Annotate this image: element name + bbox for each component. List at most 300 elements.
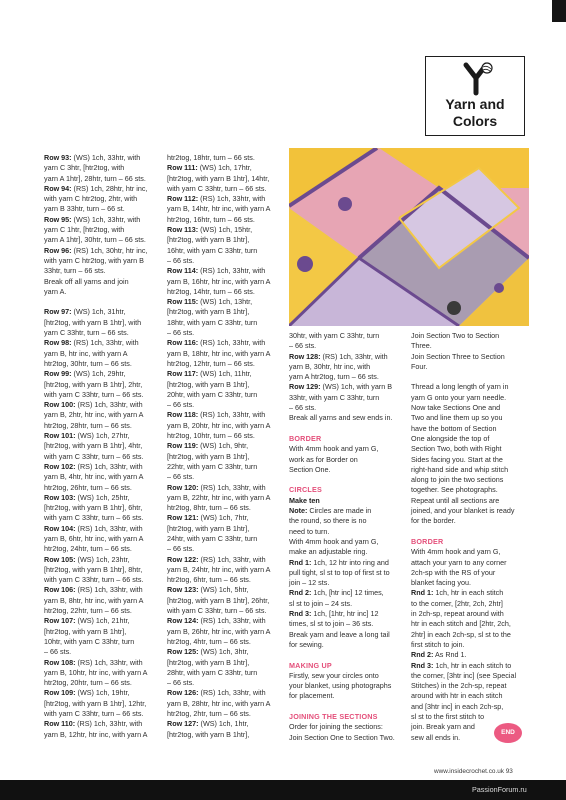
row-label: Row 98: (44, 338, 72, 348)
paragraph-gap (289, 650, 395, 660)
line-text: (RS) 1ch, 33htr, with (198, 410, 266, 420)
line-text: sl st to the first stitch to (411, 711, 485, 721)
line-text: htr2tog, 16htr, turn – 66 sts. (167, 214, 255, 224)
text-line (167, 688, 270, 698)
text-line (411, 434, 516, 444)
line-text: (WS) 1ch, 3htr, (198, 647, 249, 657)
line-text: – 66 sts. (167, 255, 195, 265)
line-text: work as for Border on (289, 454, 358, 464)
line-text: with yarn C htr2tog, 2htr, with (44, 194, 138, 204)
paragraph-gap (411, 527, 516, 537)
line-text: yarn A 1htr], 28htr, turn – 66 sts. (44, 173, 146, 183)
text-line (167, 544, 270, 554)
text-line (411, 671, 516, 681)
text-line (44, 647, 147, 657)
text-line (44, 678, 147, 688)
text-line (44, 174, 147, 184)
yarn-and-colors-badge (425, 56, 525, 136)
line-text: (RS) 1ch, 33htr, with (198, 688, 266, 698)
line-text: first stitch to join. (411, 639, 465, 649)
text-line (167, 184, 270, 194)
row-label: Row 116: (167, 338, 199, 348)
line-text: with yarn C htr2tog, with yarn B (44, 255, 144, 265)
line-text: htr2tog, 26htr, turn – 66 sts. (44, 482, 132, 492)
text-line (44, 287, 147, 297)
text-line (289, 372, 395, 382)
line-text: 1ch, [htr inc] 12 times, (311, 588, 384, 598)
text-line (411, 640, 516, 650)
line-text: 24htr, with yarn C 33htr, turn (167, 533, 258, 543)
text-line (411, 599, 516, 609)
line-text: yarn B, 4htr, htr inc, with yarn A (44, 472, 144, 482)
line-text: 33htr, with yarn C 33htr, turn (289, 392, 380, 402)
line-text: Two and line them up so you (411, 413, 503, 423)
row-label: Row 111: (167, 163, 198, 173)
text-line (44, 349, 147, 359)
line-text: (WS) 1ch, 23htr, (75, 554, 130, 564)
text-line (167, 555, 270, 565)
text-line (289, 413, 395, 423)
text-line (44, 472, 147, 482)
text-line (44, 658, 147, 668)
line-text: Order for joining the sections: (289, 722, 383, 732)
line-text: [htr2tog, with yarn B 1htr], 14htr, (167, 173, 270, 183)
text-line (411, 588, 516, 598)
row-label: Row 113: (167, 225, 199, 235)
line-text: yarn B, 26htr, htr inc, with yarn A (167, 626, 271, 636)
line-text: for the border. (411, 516, 456, 526)
line-text: and [3htr inc] in each 2ch-sp, (411, 701, 504, 711)
text-line (44, 483, 147, 493)
text-line (44, 153, 147, 163)
text-line (167, 513, 270, 523)
line-text: htr2tog, 10htr, turn – 66 sts. (167, 431, 255, 441)
text-line (167, 390, 270, 400)
text-line (44, 668, 147, 678)
text-line (289, 681, 395, 691)
line-text: htr in each stitch and [2htr, 2ch, (411, 619, 511, 629)
line-text: 30htr, with yarn C 33htr, turn (289, 331, 380, 340)
row-label: Row 96: (44, 245, 72, 255)
text-line (44, 452, 147, 462)
line-text: (RS) 1ch, 33htr, with (75, 719, 143, 729)
line-text: – 66 sts. (289, 403, 317, 413)
text-line (44, 575, 147, 585)
line-text: Join Section Three to Section (411, 351, 505, 361)
text-line (289, 382, 395, 392)
line-text: [htr2tog, with yarn B 1htr], (167, 451, 250, 461)
watermark: PassionForum.ru (472, 785, 527, 794)
text-line (44, 410, 147, 420)
text-line (411, 424, 516, 434)
line-text: Section Two, both with Right (411, 444, 502, 454)
line-text: sl st to join – 24 sts. (289, 598, 353, 608)
line-text: together. See photographs. (411, 485, 498, 495)
line-text: (WS) 1ch, 31htr, (71, 307, 126, 317)
text-line (44, 565, 147, 575)
text-column-2 (167, 153, 270, 740)
text-line (167, 637, 270, 647)
text-line (289, 588, 395, 598)
text-line (411, 691, 516, 701)
row-label: Row 126: (167, 688, 199, 698)
text-line (167, 431, 270, 441)
row-label: Rnd 3: (411, 660, 434, 670)
line-text: – 66 sts. (167, 678, 195, 688)
line-text: htr2tog, 24htr, turn – 66 sts. (44, 544, 132, 554)
line-text: [htr2tog, with yarn B 1htr], (167, 657, 250, 667)
row-label: Row 121: (167, 513, 199, 523)
text-line (411, 331, 516, 341)
line-text: As Rnd 1. (433, 650, 467, 660)
row-label: Note: (289, 506, 308, 516)
line-text: With 4mm hook and yarn G, (411, 547, 501, 557)
line-text: – 66 sts. (289, 341, 317, 351)
text-line (289, 465, 395, 475)
text-line (167, 380, 270, 390)
line-text: (WS) 1ch, with yarn B (320, 382, 393, 392)
line-text: htr2tog, 8htr, turn – 66 sts. (167, 503, 251, 513)
text-line (411, 619, 516, 629)
paragraph-gap (289, 424, 395, 434)
row-label: Row 112: (167, 194, 199, 204)
line-text: with yarn C 33htr, turn – 66 sts. (44, 389, 144, 399)
line-text: yarn A htr2tog, turn – 66 sts. (289, 372, 379, 382)
text-line (167, 174, 270, 184)
row-label: Rnd 1: (411, 588, 434, 598)
text-line (167, 699, 270, 709)
end-badge: END (494, 723, 522, 743)
text-line (289, 516, 395, 526)
line-text: Circles are made in (307, 506, 372, 516)
text-line (289, 691, 395, 701)
line-text: (WS) 1ch, 9htr, (198, 441, 249, 451)
line-text: htr2tog, 20htr, turn – 66 sts. (44, 678, 132, 688)
line-text: htr2tog, 2htr, turn – 66 sts. (167, 709, 251, 719)
line-text: [htr2tog, with yarn B 1htr], with (44, 317, 142, 327)
text-line (167, 400, 270, 410)
text-line (167, 730, 270, 740)
text-line (44, 338, 147, 348)
paragraph-gap (289, 475, 395, 485)
text-line (44, 462, 147, 472)
text-line (411, 485, 516, 495)
text-line (44, 204, 147, 214)
line-text: [htr2tog, with yarn B 1htr], 8htr, (44, 564, 143, 574)
text-line (167, 307, 270, 317)
text-line (289, 547, 395, 557)
text-line (167, 369, 270, 379)
line-text: (WS) 1ch, 17htr, (197, 163, 252, 173)
text-line (167, 658, 270, 668)
text-line (167, 215, 270, 225)
line-text: yarn B, 16htr, htr inc, with yarn A (167, 276, 271, 286)
text-line (289, 733, 395, 743)
line-text: (WS) 1ch, 29htr, (71, 369, 126, 379)
line-text: times, sl st to join – 36 sts. (289, 619, 374, 629)
line-text: (WS) 1ch, 27htr, (75, 431, 130, 441)
text-line (44, 277, 147, 287)
line-text: [htr2tog, with yarn B 1htr], 4htr, (44, 441, 143, 451)
line-text: htr2tog, 12htr, turn – 66 sts. (167, 358, 255, 368)
line-text: Break all yarns and sew ends in. (289, 413, 393, 423)
row-label: Row 97: (44, 307, 72, 317)
line-text: around with htr in each stitch (411, 691, 503, 701)
text-line (44, 235, 147, 245)
row-label: Row 110: (44, 719, 76, 729)
text-line (167, 163, 270, 173)
yarn-y-icon (458, 61, 494, 97)
text-line (44, 513, 147, 523)
text-line (289, 619, 395, 629)
text-line (167, 359, 270, 369)
text-line (411, 578, 516, 588)
text-line (167, 606, 270, 616)
text-column-4 (411, 331, 516, 743)
text-line (289, 671, 395, 681)
text-line (44, 627, 147, 637)
text-line (411, 413, 516, 423)
row-label: Row 102: (44, 461, 76, 471)
line-text: [htr2tog, with yarn B 1htr], (167, 379, 250, 389)
line-text: Join Section One to Section Two. (289, 732, 395, 742)
line-text: yarn B, 10htr, htr inc, with yarn A (44, 667, 148, 677)
row-label: Row 119: (167, 441, 199, 451)
text-line (44, 359, 147, 369)
text-line (167, 524, 270, 534)
line-text: yarn B, 6htr, htr inc, with yarn A (44, 533, 144, 543)
line-text: attach your yarn to any corner (411, 557, 507, 567)
line-text: (RS) 1ch, 33htr, with (198, 554, 266, 564)
text-line (167, 235, 270, 245)
line-text: – 66 sts. (167, 400, 195, 410)
text-line (44, 184, 147, 194)
text-line (289, 506, 395, 516)
text-line (411, 506, 516, 516)
line-text: 1ch, htr in each stitch (433, 588, 504, 598)
text-line (289, 578, 395, 588)
line-text: yarn B, 28htr, htr inc, with yarn A (167, 698, 271, 708)
line-text: (RS) 1ch, 33htr, with (71, 338, 139, 348)
section-heading: BORDER (289, 433, 322, 443)
text-line (44, 421, 147, 431)
line-text: 22htr, with yarn C 33htr, turn (167, 461, 258, 471)
text-line (289, 558, 395, 568)
text-line (411, 558, 516, 568)
text-line (289, 455, 395, 465)
line-text: along to join the two sections (411, 475, 504, 485)
text-line (411, 609, 516, 619)
line-text: the corner, [3htr inc] (see Special (411, 670, 517, 680)
line-text: join – 12 sts. (289, 578, 330, 588)
text-line (44, 380, 147, 390)
text-line (167, 246, 270, 256)
line-text: 2ch-sp with the RS of your (411, 567, 496, 577)
text-line (411, 496, 516, 506)
row-label: Rnd 2: (289, 588, 312, 598)
row-label: Row 106: (44, 585, 76, 595)
line-text: Three. (411, 341, 432, 351)
line-text: (WS) 1ch, 25htr, (75, 492, 130, 502)
line-text: [htr2tog, with yarn B 1htr], 6htr, (44, 503, 143, 513)
text-line (167, 719, 270, 729)
text-line (167, 225, 270, 235)
text-line (44, 266, 147, 276)
text-line (167, 338, 270, 348)
line-text: (WS) 1ch, 19htr, (75, 688, 130, 698)
line-text: With 4mm hook and yarn G, (289, 444, 379, 454)
line-text: yarn B, 18htr, htr inc, with yarn A (167, 348, 271, 358)
text-line (167, 452, 270, 462)
text-line (44, 163, 147, 173)
line-text: have the bottom of Section (411, 423, 497, 433)
text-line (411, 568, 516, 578)
text-line (167, 349, 270, 359)
line-text: (RS) 1ch, 33htr, with (320, 351, 388, 361)
row-label: Row 115: (167, 297, 199, 307)
line-text: 10htr, with yarn C 33htr, turn (44, 636, 135, 646)
text-line (167, 483, 270, 493)
text-line (289, 599, 395, 609)
text-line (167, 534, 270, 544)
badge-title-line1: Yarn and (445, 96, 505, 112)
text-line (411, 650, 516, 660)
text-line (411, 444, 516, 454)
text-line (44, 616, 147, 626)
page-edge-tab (552, 0, 566, 22)
text-line (167, 647, 270, 657)
row-label: Row 99: (44, 369, 72, 379)
text-line (411, 341, 516, 351)
line-text: yarn C 33htr, turn – 66 sts. (44, 328, 129, 338)
paragraph-gap (44, 297, 147, 307)
text-line (167, 709, 270, 719)
text-line (411, 362, 516, 372)
line-text: Now take Sections One and (411, 403, 501, 413)
text-line (44, 503, 147, 513)
text-line (411, 702, 516, 712)
text-line (44, 194, 147, 204)
line-text: yarn C 1htr, [htr2tog, with (44, 225, 125, 235)
row-label: Row 104: (44, 523, 76, 533)
row-label: Row 123: (167, 585, 199, 595)
line-text: (RS) 1ch, 33htr, with (198, 482, 266, 492)
text-line (44, 328, 147, 338)
line-text: yarn B, 2htr, htr inc, with yarn A (44, 410, 144, 420)
line-text: (WS) 1ch, 33htr, with (71, 153, 141, 162)
text-line (44, 246, 147, 256)
text-line (411, 630, 516, 640)
line-text: htr2tog, 18htr, turn – 66 sts. (167, 153, 255, 162)
line-text: [htr2tog, with yarn B 1htr], (167, 307, 250, 317)
line-text: yarn B, 14htr, htr inc, with yarn A (167, 204, 271, 214)
row-label: Row 107: (44, 616, 76, 626)
text-line (44, 493, 147, 503)
line-text: need to turn. (289, 526, 330, 536)
line-text: Section One. (289, 464, 331, 474)
line-text: yarn B, 8htr, htr inc, with yarn A (44, 595, 144, 605)
line-text: Sides facing you. Start at the (411, 454, 503, 464)
text-line (289, 331, 395, 341)
row-label: Row 108: (44, 657, 76, 667)
text-line (44, 534, 147, 544)
line-text: [htr2tog, with yarn B 1htr], (44, 626, 127, 636)
row-label: Row 114: (167, 266, 199, 276)
line-text: With 4mm hook and yarn G, (289, 536, 379, 546)
line-text: (RS) 1ch, 33htr, with (198, 194, 266, 204)
line-text: Break off all yarns and join (44, 276, 129, 286)
text-line (44, 637, 147, 647)
line-text: 2htr] in each 2ch-sp, sl st to the (411, 629, 511, 639)
row-label: Row 122: (167, 554, 199, 564)
text-line (167, 472, 270, 482)
line-text: your blanket, using photographs (289, 681, 392, 691)
text-line (44, 369, 147, 379)
text-line (167, 277, 270, 287)
line-text: (WS) 1ch, 15htr, (198, 225, 253, 235)
text-line (411, 712, 516, 722)
text-line (289, 341, 395, 351)
text-line (167, 493, 270, 503)
row-label: Row 103: (44, 492, 76, 502)
blanket-photo (289, 148, 529, 326)
row-label: Row 120: (167, 482, 199, 492)
text-column-1 (44, 153, 147, 740)
line-text: yarn B, 30htr, htr inc, with (289, 361, 371, 371)
line-text: 28htr, with yarn C 33htr, turn (167, 667, 258, 677)
line-text: (RS) 1ch, 33htr, with (75, 657, 143, 667)
text-line (44, 585, 147, 595)
line-text: yarn B, 24htr, htr inc, with yarn A (167, 564, 271, 574)
text-line (167, 421, 270, 431)
line-text: joined, and your blanket is ready (411, 506, 515, 516)
text-line (167, 153, 270, 163)
line-text: [htr2tog, with yarn B 1htr], (167, 235, 250, 245)
text-line (167, 204, 270, 214)
text-line (289, 403, 395, 413)
text-line (167, 503, 270, 513)
line-text: yarn B, 12htr, htr inc, with yarn A (44, 729, 148, 739)
line-text: htr2tog, 22htr, turn – 66 sts. (44, 606, 132, 616)
line-text: 20htr, with yarn C 33htr, turn (167, 389, 258, 399)
line-text: htr2tog, 28htr, turn – 66 sts. (44, 420, 132, 430)
row-label: Row 117: (167, 369, 199, 379)
text-line (44, 544, 147, 554)
row-label: Row 109: (44, 688, 76, 698)
row-label: Row 124: (167, 616, 199, 626)
row-label: Row 129: (289, 382, 321, 392)
line-text: htr2tog, 30htr, turn – 66 sts. (44, 358, 132, 368)
line-text: – 66 sts. (167, 544, 195, 554)
badge-title-line2: Colors (452, 113, 498, 129)
line-text: Four. (411, 361, 428, 371)
text-line (411, 465, 516, 475)
line-text: yarn B 33htr, turn – 66 st. (44, 204, 125, 214)
row-label: Rnd 2: (411, 650, 434, 660)
text-line (44, 307, 147, 317)
line-text: yarn C 3htr, [htr2tog, with (44, 163, 125, 173)
line-text: [htr2tog, with yarn B 1htr], (167, 729, 250, 739)
text-line (44, 225, 147, 235)
text-line (44, 719, 147, 729)
row-label: Row 94: (44, 183, 72, 193)
text-line (167, 297, 270, 307)
line-text: blanket facing you. (411, 578, 471, 588)
line-text: (RS) 1ch, 33htr, with (75, 585, 143, 595)
row-label: Row 127: (167, 719, 199, 729)
row-label: Row 105: (44, 554, 76, 564)
text-line (289, 568, 395, 578)
